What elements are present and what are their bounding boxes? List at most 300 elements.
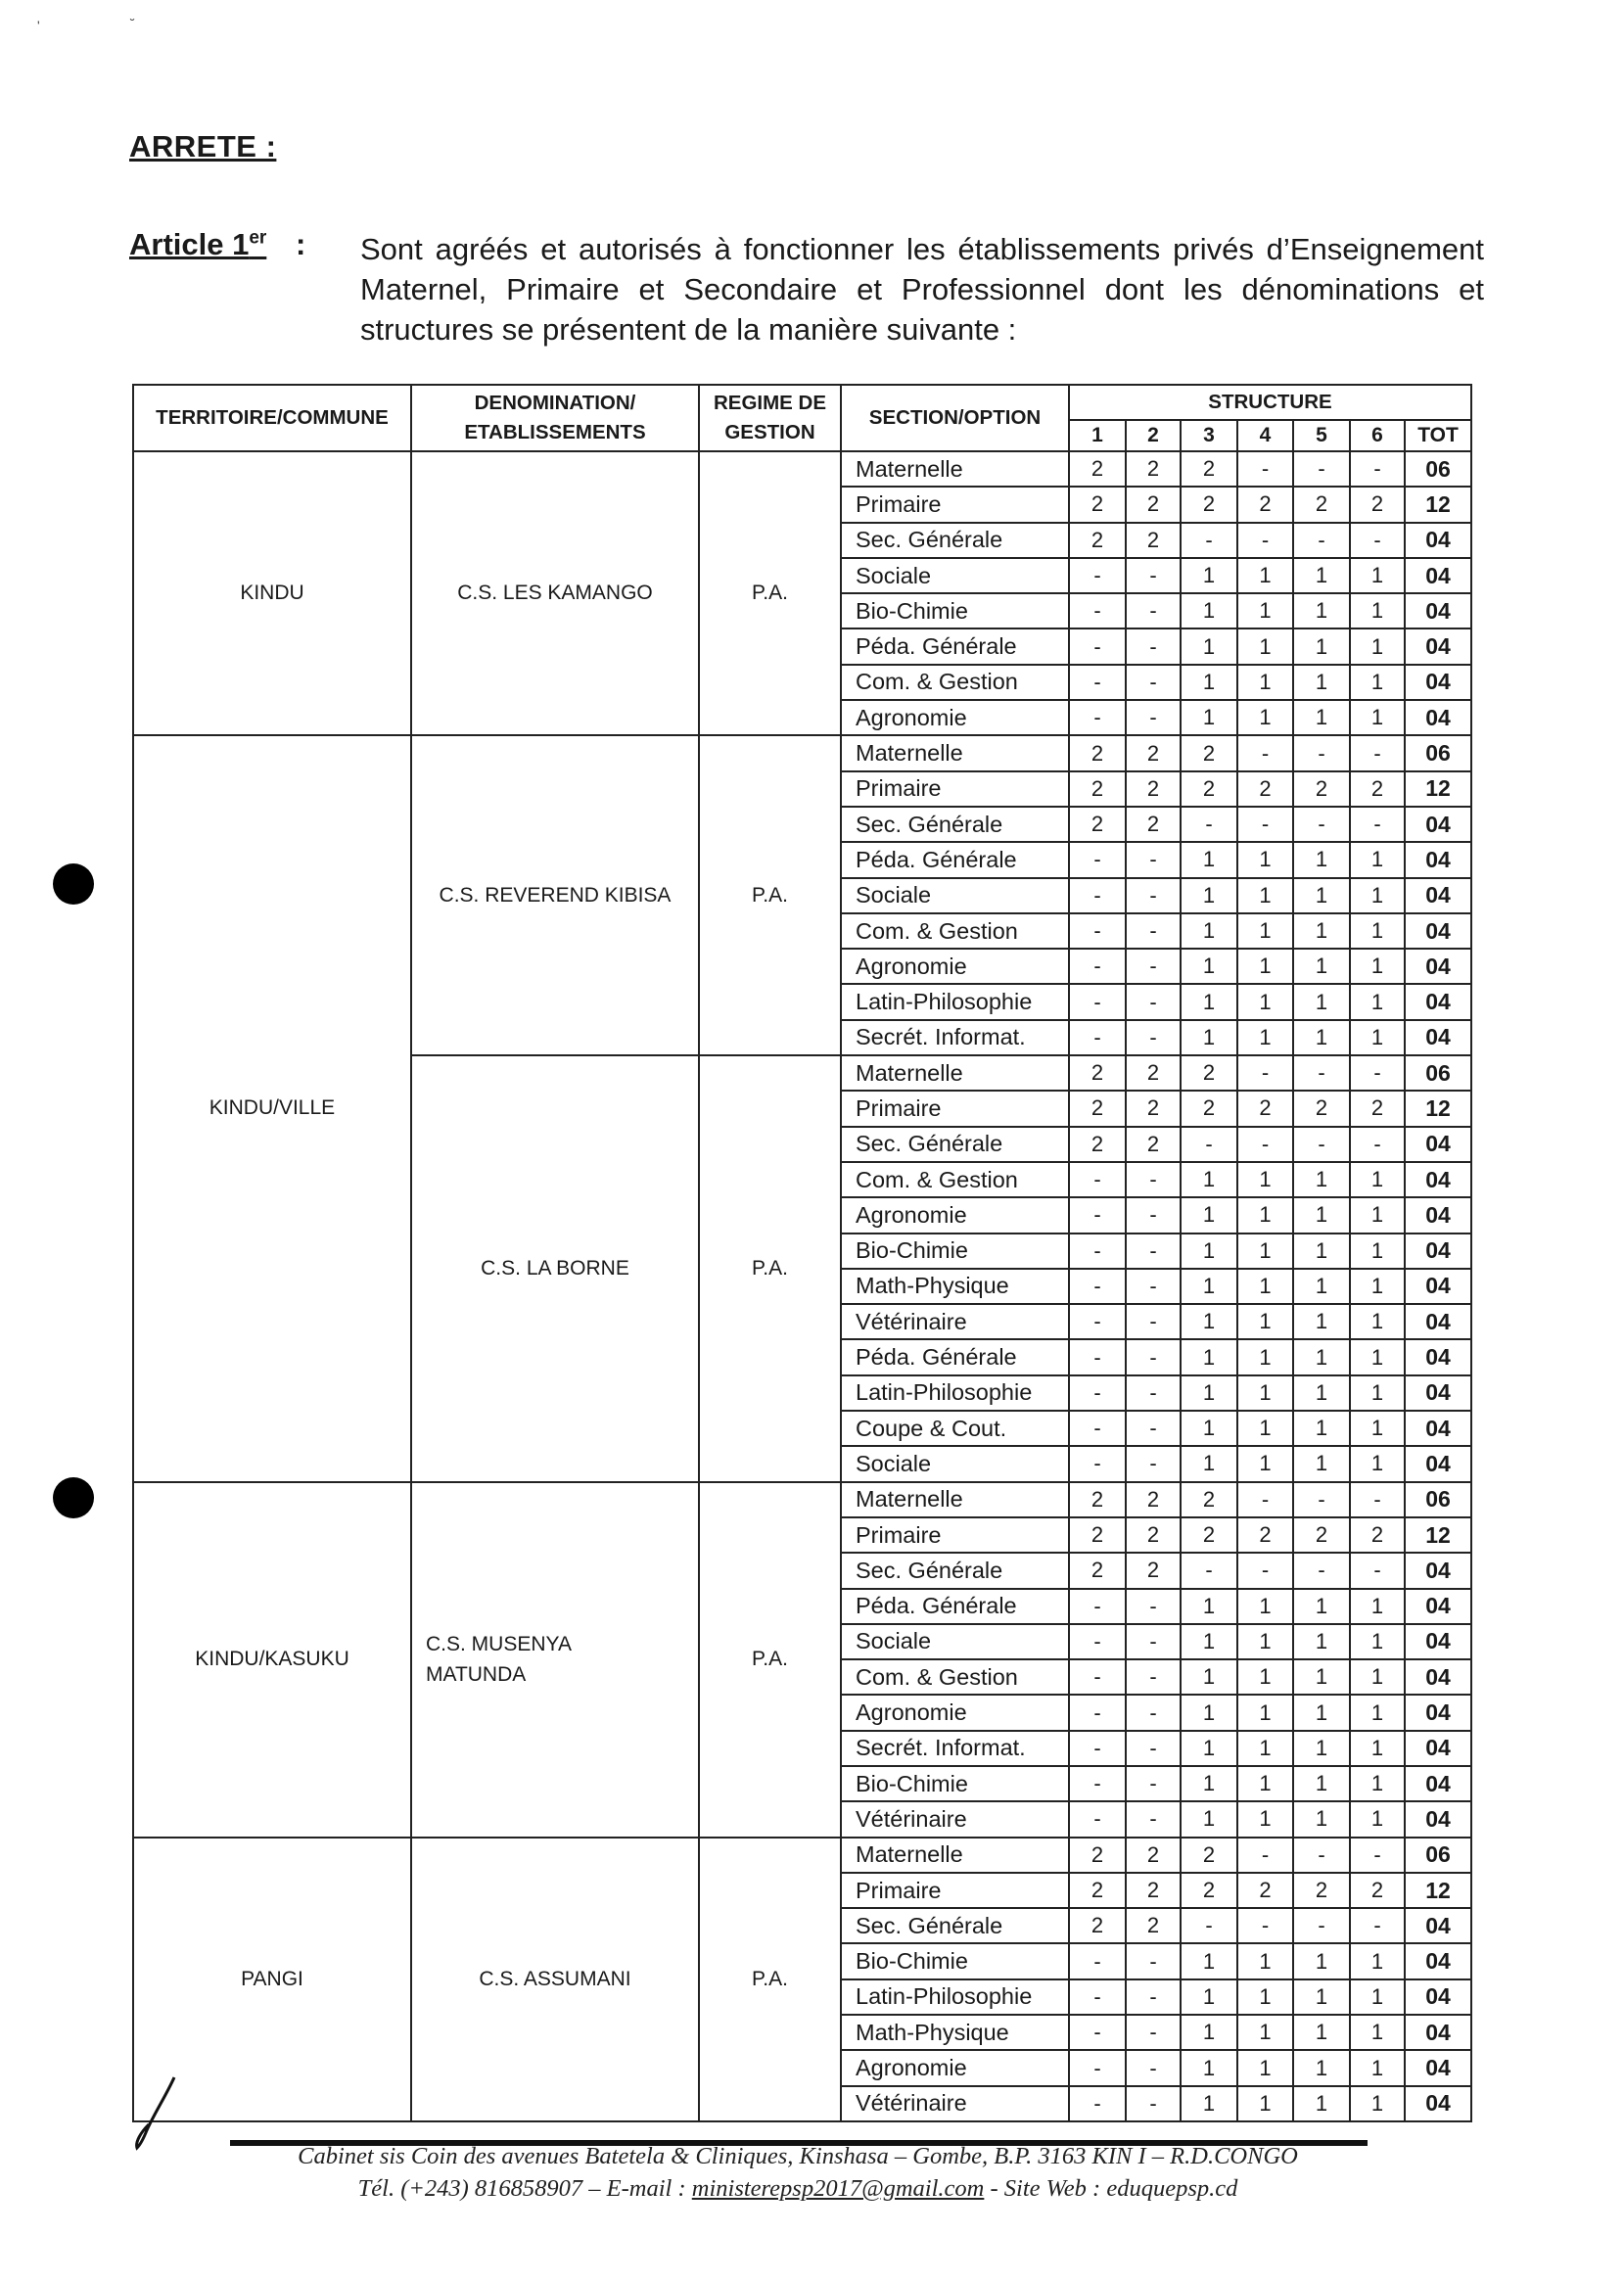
- level-value-cell: -: [1237, 1838, 1293, 1873]
- section-cell: Secrét. Informat.: [841, 1731, 1069, 1766]
- level-value-cell: 1: [1350, 878, 1405, 913]
- level-value-cell: 1: [1181, 700, 1237, 735]
- level-value-cell: 1: [1181, 842, 1237, 877]
- total-cell: 06: [1405, 1838, 1471, 1873]
- level-value-cell: 2: [1237, 771, 1293, 807]
- level-value-cell: 1: [1350, 984, 1405, 1019]
- total-cell: 04: [1405, 2015, 1471, 2050]
- level-value-cell: 1: [1181, 1020, 1237, 1055]
- section-cell: Maternelle: [841, 1482, 1069, 1517]
- level-value-cell: -: [1293, 1482, 1350, 1517]
- level-value-cell: 1: [1350, 842, 1405, 877]
- section-cell: Péda. Générale: [841, 1339, 1069, 1374]
- level-value-cell: 1: [1293, 1695, 1350, 1730]
- level-value-cell: 2: [1069, 487, 1126, 522]
- section-cell: Sec. Générale: [841, 523, 1069, 558]
- total-cell: 06: [1405, 1055, 1471, 1091]
- section-cell: Primaire: [841, 1517, 1069, 1553]
- level-value-cell: -: [1069, 949, 1126, 984]
- level-value-cell: -: [1069, 913, 1126, 949]
- level-value-cell: 1: [1293, 878, 1350, 913]
- level-value-cell: 2: [1350, 1517, 1405, 1553]
- total-cell: 04: [1405, 1908, 1471, 1943]
- level-value-cell: -: [1126, 1304, 1181, 1339]
- level-value-cell: 1: [1293, 1411, 1350, 1446]
- header-level: 2: [1126, 420, 1181, 451]
- level-value-cell: 2: [1293, 771, 1350, 807]
- level-value-cell: -: [1126, 1411, 1181, 1446]
- level-value-cell: -: [1126, 2086, 1181, 2121]
- total-cell: 04: [1405, 1446, 1471, 1481]
- level-value-cell: -: [1237, 735, 1293, 770]
- footer-email[interactable]: ministerepsp2017@gmail.com: [691, 2175, 985, 2202]
- level-value-cell: -: [1126, 1234, 1181, 1269]
- level-value-cell: 1: [1237, 984, 1293, 1019]
- level-value-cell: 1: [1293, 1766, 1350, 1801]
- header-denomination: DENOMINATION/ ETABLISSEMENTS: [411, 385, 699, 451]
- level-value-cell: -: [1126, 665, 1181, 700]
- total-cell: 04: [1405, 1624, 1471, 1659]
- level-value-cell: 2: [1293, 1517, 1350, 1553]
- school-name-cell: [411, 1482, 699, 1838]
- level-value-cell: 1: [1293, 1731, 1350, 1766]
- total-cell: 04: [1405, 842, 1471, 877]
- section-cell: Maternelle: [841, 1055, 1069, 1091]
- level-value-cell: 1: [1350, 913, 1405, 949]
- section-cell: Bio-Chimie: [841, 1943, 1069, 1978]
- level-value-cell: -: [1293, 1908, 1350, 1943]
- section-cell: Agronomie: [841, 2050, 1069, 2085]
- level-value-cell: -: [1126, 842, 1181, 877]
- total-cell: 12: [1405, 487, 1471, 522]
- level-value-cell: 1: [1181, 1589, 1237, 1624]
- header-level: 4: [1237, 420, 1293, 451]
- scan-mark: ˘: [130, 16, 135, 31]
- total-cell: 04: [1405, 984, 1471, 1019]
- level-value-cell: -: [1069, 700, 1126, 735]
- level-value-cell: 1: [1237, 1269, 1293, 1304]
- level-value-cell: 1: [1181, 984, 1237, 1019]
- level-value-cell: 1: [1350, 1446, 1405, 1481]
- level-value-cell: 2: [1181, 1055, 1237, 1091]
- total-cell: 04: [1405, 1801, 1471, 1837]
- total-cell: 04: [1405, 1197, 1471, 1233]
- level-value-cell: 2: [1181, 451, 1237, 487]
- level-value-cell: 2: [1069, 735, 1126, 770]
- level-value-cell: 1: [1181, 1446, 1237, 1481]
- level-value-cell: 1: [1350, 1269, 1405, 1304]
- level-value-cell: 1: [1237, 593, 1293, 628]
- level-value-cell: -: [1126, 1659, 1181, 1695]
- section-cell: Secrét. Informat.: [841, 1020, 1069, 1055]
- section-cell: Bio-Chimie: [841, 1234, 1069, 1269]
- level-value-cell: -: [1126, 1589, 1181, 1624]
- level-value-cell: -: [1126, 593, 1181, 628]
- level-value-cell: -: [1237, 1482, 1293, 1517]
- total-cell: 04: [1405, 1731, 1471, 1766]
- level-value-cell: 1: [1293, 1801, 1350, 1837]
- level-value-cell: 1: [1293, 913, 1350, 949]
- level-value-cell: 1: [1237, 1162, 1293, 1197]
- header-level: 6: [1350, 420, 1405, 451]
- level-value-cell: -: [1069, 558, 1126, 593]
- level-value-cell: -: [1350, 735, 1405, 770]
- level-value-cell: 1: [1237, 2015, 1293, 2050]
- level-value-cell: -: [1069, 1234, 1126, 1269]
- level-value-cell: 2: [1069, 1055, 1126, 1091]
- level-value-cell: 1: [1181, 1304, 1237, 1339]
- section-cell: Primaire: [841, 487, 1069, 522]
- level-value-cell: 2: [1126, 1553, 1181, 1588]
- level-value-cell: 2: [1126, 1055, 1181, 1091]
- level-value-cell: 1: [1181, 2086, 1237, 2121]
- level-value-cell: -: [1126, 1269, 1181, 1304]
- level-value-cell: 1: [1350, 2086, 1405, 2121]
- total-cell: 04: [1405, 1375, 1471, 1411]
- total-cell: 04: [1405, 1234, 1471, 1269]
- header-regime: REGIME DE GESTION: [699, 385, 841, 451]
- level-value-cell: 1: [1350, 1624, 1405, 1659]
- total-cell: 04: [1405, 558, 1471, 593]
- level-value-cell: -: [1069, 1446, 1126, 1481]
- total-cell: 04: [1405, 1020, 1471, 1055]
- header-level: 5: [1293, 420, 1350, 451]
- header-total: TOT: [1405, 420, 1471, 451]
- regime-cell: P.A.: [699, 1482, 841, 1838]
- level-value-cell: -: [1126, 558, 1181, 593]
- level-value-cell: 1: [1350, 1411, 1405, 1446]
- level-value-cell: 1: [1293, 1020, 1350, 1055]
- level-value-cell: 2: [1181, 1838, 1237, 1873]
- section-cell: Bio-Chimie: [841, 1766, 1069, 1801]
- level-value-cell: 2: [1069, 1873, 1126, 1908]
- level-value-cell: 2: [1069, 1091, 1126, 1126]
- level-value-cell: 1: [1237, 1375, 1293, 1411]
- level-value-cell: 2: [1181, 1091, 1237, 1126]
- structure-table: [132, 384, 1472, 2122]
- level-value-cell: 1: [1237, 700, 1293, 735]
- level-value-cell: -: [1069, 1411, 1126, 1446]
- level-value-cell: -: [1126, 1446, 1181, 1481]
- level-value-cell: 1: [1181, 1234, 1237, 1269]
- level-value-cell: -: [1069, 1589, 1126, 1624]
- level-value-cell: 1: [1237, 1446, 1293, 1481]
- total-cell: 04: [1405, 1695, 1471, 1730]
- article-colon: :: [296, 227, 306, 261]
- level-value-cell: -: [1069, 1020, 1126, 1055]
- level-value-cell: 1: [1350, 1979, 1405, 2015]
- level-value-cell: -: [1069, 1979, 1126, 2015]
- level-value-cell: 2: [1069, 1553, 1126, 1588]
- level-value-cell: -: [1069, 2050, 1126, 2085]
- level-value-cell: -: [1069, 1162, 1126, 1197]
- level-value-cell: 1: [1350, 1020, 1405, 1055]
- level-value-cell: 1: [1293, 1446, 1350, 1481]
- binder-hole: [53, 863, 94, 905]
- level-value-cell: -: [1126, 1624, 1181, 1659]
- level-value-cell: -: [1293, 1838, 1350, 1873]
- level-value-cell: 2: [1069, 1908, 1126, 1943]
- total-cell: 04: [1405, 1766, 1471, 1801]
- total-cell: 04: [1405, 700, 1471, 735]
- level-value-cell: 2: [1181, 1873, 1237, 1908]
- section-cell: Sec. Générale: [841, 1553, 1069, 1588]
- territoire-cell: KINDU/KASUKU: [133, 1482, 411, 1838]
- section-cell: Maternelle: [841, 735, 1069, 770]
- level-value-cell: -: [1293, 523, 1350, 558]
- total-cell: 04: [1405, 1943, 1471, 1978]
- total-cell: 04: [1405, 1411, 1471, 1446]
- level-value-cell: -: [1069, 1766, 1126, 1801]
- regime-cell: P.A.: [699, 735, 841, 1055]
- level-value-cell: -: [1126, 1766, 1181, 1801]
- level-value-cell: 2: [1126, 807, 1181, 842]
- level-value-cell: -: [1126, 1162, 1181, 1197]
- level-value-cell: 1: [1293, 1269, 1350, 1304]
- level-value-cell: 1: [1350, 1375, 1405, 1411]
- level-value-cell: -: [1069, 1197, 1126, 1233]
- level-value-cell: -: [1350, 1553, 1405, 1588]
- level-value-cell: -: [1350, 1482, 1405, 1517]
- total-cell: 04: [1405, 665, 1471, 700]
- binder-hole: [53, 1477, 94, 1518]
- level-value-cell: 2: [1181, 487, 1237, 522]
- section-cell: Primaire: [841, 1873, 1069, 1908]
- level-value-cell: 1: [1181, 913, 1237, 949]
- level-value-cell: 2: [1069, 1838, 1126, 1873]
- level-value-cell: -: [1126, 1695, 1181, 1730]
- level-value-cell: -: [1126, 913, 1181, 949]
- total-cell: 04: [1405, 1162, 1471, 1197]
- level-value-cell: 1: [1181, 665, 1237, 700]
- level-value-cell: -: [1126, 1339, 1181, 1374]
- article-text: Sont agréés et autorisés à fonctionner les établissements privés d’Enseignement Maternel, Primaire et Secondaire et Professionnel dont les dénominations et structures se présentent de la manière suivante :: [360, 232, 1484, 347]
- level-value-cell: 1: [1350, 1801, 1405, 1837]
- level-value-cell: 1: [1350, 949, 1405, 984]
- level-value-cell: 2: [1069, 1482, 1126, 1517]
- section-cell: Sec. Générale: [841, 1908, 1069, 1943]
- level-value-cell: 1: [1293, 628, 1350, 664]
- total-cell: 06: [1405, 735, 1471, 770]
- footer-address: Cabinet sis Coin des avenues Batetela & Cliniques, Kinshasa – Gombe, B.P. 3163 KIN I – R.D.CONGO: [298, 2143, 1298, 2169]
- level-value-cell: 2: [1069, 1127, 1126, 1162]
- level-value-cell: -: [1350, 1838, 1405, 1873]
- level-value-cell: 1: [1350, 1339, 1405, 1374]
- section-cell: Com. & Gestion: [841, 1659, 1069, 1695]
- level-value-cell: -: [1069, 1659, 1126, 1695]
- level-value-cell: -: [1126, 878, 1181, 913]
- table-body: [133, 451, 1471, 2121]
- level-value-cell: 1: [1181, 1731, 1237, 1766]
- table-row: [133, 735, 1471, 770]
- level-value-cell: 2: [1126, 487, 1181, 522]
- level-value-cell: 1: [1237, 878, 1293, 913]
- level-value-cell: 1: [1181, 1375, 1237, 1411]
- school-name-line: MATUNDA: [426, 1663, 527, 1687]
- total-cell: 06: [1405, 451, 1471, 487]
- level-value-cell: 2: [1237, 1517, 1293, 1553]
- level-value-cell: -: [1293, 1055, 1350, 1091]
- signature-mark: [127, 2073, 186, 2152]
- level-value-cell: -: [1181, 1127, 1237, 1162]
- level-value-cell: 2: [1126, 1091, 1181, 1126]
- school-name-cell: C.S. ASSUMANI: [411, 1838, 699, 2121]
- section-cell: Agronomie: [841, 700, 1069, 735]
- school-name-cell: C.S. LES KAMANGO: [411, 451, 699, 735]
- section-cell: Com. & Gestion: [841, 665, 1069, 700]
- level-value-cell: -: [1126, 1020, 1181, 1055]
- level-value-cell: -: [1069, 1339, 1126, 1374]
- level-value-cell: -: [1069, 842, 1126, 877]
- level-value-cell: 1: [1181, 1339, 1237, 1374]
- level-value-cell: 2: [1069, 1517, 1126, 1553]
- total-cell: 04: [1405, 2050, 1471, 2085]
- level-value-cell: 1: [1293, 593, 1350, 628]
- level-value-cell: -: [1350, 1055, 1405, 1091]
- level-value-cell: -: [1069, 1375, 1126, 1411]
- level-value-cell: -: [1069, 878, 1126, 913]
- level-value-cell: 1: [1237, 1304, 1293, 1339]
- level-value-cell: 1: [1181, 1659, 1237, 1695]
- total-cell: 04: [1405, 1589, 1471, 1624]
- level-value-cell: -: [1181, 1908, 1237, 1943]
- section-cell: Agronomie: [841, 1695, 1069, 1730]
- level-value-cell: 1: [1181, 1979, 1237, 2015]
- level-value-cell: 1: [1181, 1269, 1237, 1304]
- total-cell: 04: [1405, 628, 1471, 664]
- territoire-cell: PANGI: [133, 1838, 411, 2121]
- level-value-cell: 1: [1237, 913, 1293, 949]
- section-cell: Sec. Générale: [841, 1127, 1069, 1162]
- header-level: 3: [1181, 420, 1237, 451]
- level-value-cell: -: [1069, 1695, 1126, 1730]
- total-cell: 04: [1405, 807, 1471, 842]
- level-value-cell: 1: [1293, 1943, 1350, 1978]
- level-value-cell: 1: [1237, 842, 1293, 877]
- level-value-cell: -: [1181, 807, 1237, 842]
- header-territoire: TERRITOIRE/COMMUNE: [133, 385, 411, 451]
- level-value-cell: 1: [1293, 984, 1350, 1019]
- level-value-cell: -: [1237, 523, 1293, 558]
- level-value-cell: 1: [1293, 1375, 1350, 1411]
- level-value-cell: -: [1237, 451, 1293, 487]
- section-cell: Bio-Chimie: [841, 593, 1069, 628]
- section-cell: Péda. Générale: [841, 842, 1069, 877]
- level-value-cell: 1: [1237, 1339, 1293, 1374]
- level-value-cell: 1: [1350, 1731, 1405, 1766]
- level-value-cell: -: [1126, 1197, 1181, 1233]
- structure-table-wrapper: [132, 384, 1469, 2117]
- level-value-cell: -: [1350, 807, 1405, 842]
- level-value-cell: -: [1069, 1731, 1126, 1766]
- level-value-cell: -: [1126, 700, 1181, 735]
- school-name-cell: C.S. LA BORNE: [411, 1055, 699, 1482]
- level-value-cell: 1: [1293, 949, 1350, 984]
- level-value-cell: 2: [1350, 487, 1405, 522]
- level-value-cell: -: [1126, 1731, 1181, 1766]
- level-value-cell: 2: [1237, 487, 1293, 522]
- section-cell: Latin-Philosophie: [841, 1979, 1069, 2015]
- level-value-cell: 1: [1350, 1234, 1405, 1269]
- level-value-cell: 1: [1237, 2086, 1293, 2121]
- level-value-cell: -: [1126, 1375, 1181, 1411]
- level-value-cell: 1: [1350, 628, 1405, 664]
- section-cell: Com. & Gestion: [841, 913, 1069, 949]
- total-cell: 04: [1405, 1979, 1471, 2015]
- level-value-cell: -: [1181, 1553, 1237, 1588]
- total-cell: 04: [1405, 1339, 1471, 1374]
- section-cell: Sociale: [841, 878, 1069, 913]
- level-value-cell: 1: [1293, 1659, 1350, 1695]
- level-value-cell: -: [1350, 451, 1405, 487]
- level-value-cell: 1: [1181, 1801, 1237, 1837]
- level-value-cell: 1: [1237, 1979, 1293, 2015]
- level-value-cell: 1: [1237, 1766, 1293, 1801]
- level-value-cell: 1: [1293, 1197, 1350, 1233]
- level-value-cell: 2: [1126, 1517, 1181, 1553]
- level-value-cell: 1: [1237, 1695, 1293, 1730]
- level-value-cell: -: [1293, 1553, 1350, 1588]
- level-value-cell: 1: [1293, 842, 1350, 877]
- level-value-cell: 2: [1126, 1838, 1181, 1873]
- level-value-cell: -: [1293, 735, 1350, 770]
- level-value-cell: 2: [1126, 771, 1181, 807]
- level-value-cell: -: [1126, 2050, 1181, 2085]
- total-cell: 04: [1405, 523, 1471, 558]
- total-cell: 04: [1405, 2086, 1471, 2121]
- footer-contact: Tél. (+243) 816858907 – E-mail : ministerepsp2017@gmail.com - Site Web : eduquepsp.cd: [357, 2175, 1238, 2202]
- level-value-cell: 1: [1237, 1731, 1293, 1766]
- level-value-cell: -: [1126, 949, 1181, 984]
- total-cell: 06: [1405, 1482, 1471, 1517]
- level-value-cell: 1: [1293, 665, 1350, 700]
- total-cell: 12: [1405, 1517, 1471, 1553]
- level-value-cell: 2: [1181, 1517, 1237, 1553]
- level-value-cell: 2: [1126, 1908, 1181, 1943]
- level-value-cell: 1: [1237, 558, 1293, 593]
- level-value-cell: 2: [1126, 1873, 1181, 1908]
- regime-cell: P.A.: [699, 1055, 841, 1482]
- section-cell: Sociale: [841, 1446, 1069, 1481]
- level-value-cell: 1: [1293, 558, 1350, 593]
- table-row: [133, 451, 1471, 487]
- level-value-cell: 2: [1350, 1873, 1405, 1908]
- section-cell: Péda. Générale: [841, 628, 1069, 664]
- level-value-cell: 1: [1350, 1589, 1405, 1624]
- level-value-cell: 1: [1350, 2050, 1405, 2085]
- level-value-cell: 1: [1293, 1589, 1350, 1624]
- level-value-cell: 1: [1237, 1624, 1293, 1659]
- level-value-cell: 1: [1293, 2015, 1350, 2050]
- total-cell: 04: [1405, 1553, 1471, 1588]
- level-value-cell: 1: [1181, 949, 1237, 984]
- level-value-cell: -: [1069, 984, 1126, 1019]
- level-value-cell: 1: [1181, 878, 1237, 913]
- level-value-cell: 1: [1181, 1411, 1237, 1446]
- section-cell: Sec. Générale: [841, 807, 1069, 842]
- level-value-cell: 2: [1126, 1482, 1181, 1517]
- table-row: [133, 1482, 1471, 1517]
- level-value-cell: 2: [1237, 1873, 1293, 1908]
- total-cell: 04: [1405, 1659, 1471, 1695]
- total-cell: 04: [1405, 878, 1471, 913]
- level-value-cell: 1: [1237, 1411, 1293, 1446]
- level-value-cell: 1: [1181, 1943, 1237, 1978]
- header-section: SECTION/OPTION: [841, 385, 1069, 451]
- level-value-cell: 1: [1237, 2050, 1293, 2085]
- table-row: [133, 1838, 1471, 1873]
- total-cell: 12: [1405, 1873, 1471, 1908]
